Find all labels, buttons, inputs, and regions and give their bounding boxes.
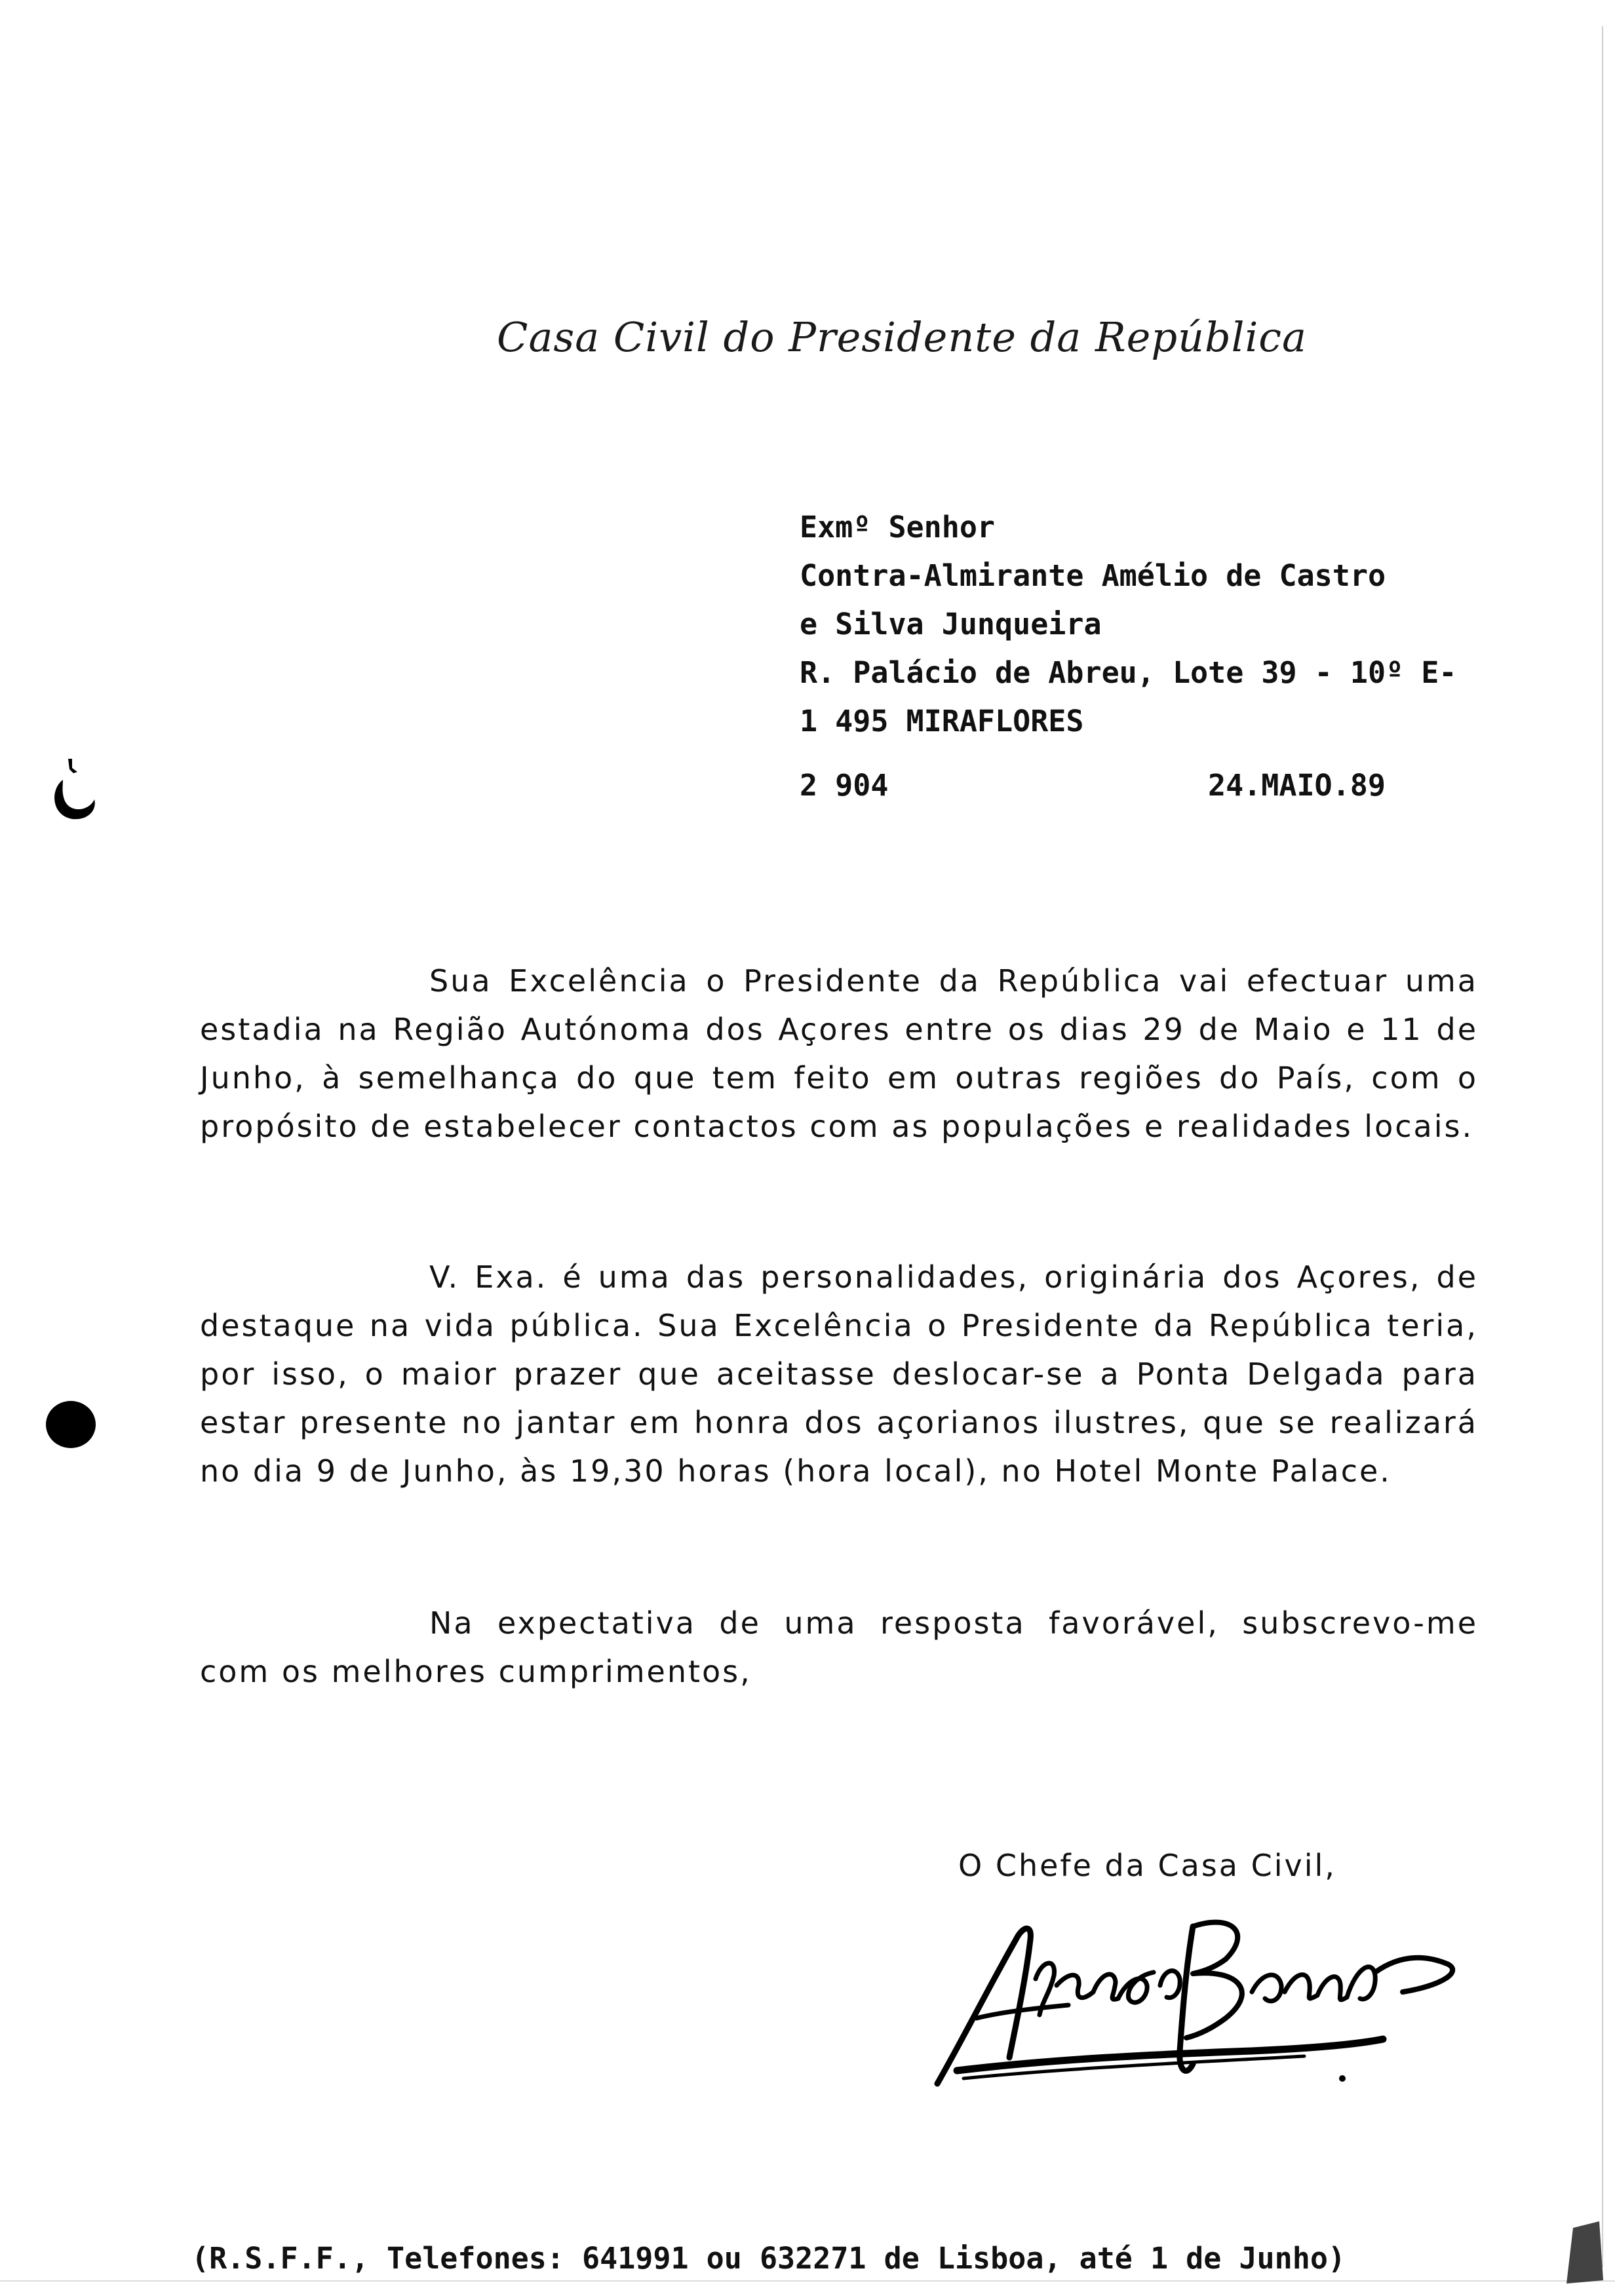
scan-speck	[1560, 2215, 1606, 2287]
letterhead-title: Casa Civil do Presidente da República	[497, 313, 1307, 361]
footer-contact-note: (R.S.F.F., Telefones: 641991 ou 632271 de Lisboa, até 1 de Junho)	[191, 2241, 1346, 2276]
closing-signoff: O Chefe da Casa Civil,	[958, 1848, 1336, 1883]
page-bottom-edge	[0, 2280, 1615, 2282]
reference-number: 2 904	[800, 768, 889, 803]
recipient-address-block	[800, 503, 1456, 746]
recipient-salutation: Exmº Senhor	[800, 510, 996, 545]
paragraph-closing-remark: Na expectativa de uma resposta favorável, subscrevo-me com os melhores cumprimentos,	[200, 1605, 1478, 1689]
punch-hole-top	[43, 754, 102, 826]
paragraph-visit: Sua Excelência o Presidente da República vai efectuar uma estadia na Região Autónoma dos Açores entre os dias 29 de Maio e 11 de Junho, à semelhança do que tem feito em outras regiões do País, com o propósito de estabelecer contactos com as populações e realidades locais.	[200, 963, 1478, 1144]
recipient-name-line1: Contra-Almirante Amélio de Castro	[800, 558, 1386, 593]
recipient-name-line2: e Silva Junqueira	[800, 607, 1102, 641]
paragraph-invitation: V. Exa. é uma das personalidades, originária dos Açores, de destaque na vida pública. Sua Excelência o Presidente da República teria, por isso, o maior prazer que aceitasse deslocar-se a Ponta Delgada para estar presente no jantar em honra dos açorianos ilustres, que se realizará no dia 9 de Junho, às 19,30 horas (hora local), no Hotel Monte Palace.	[200, 1259, 1478, 1489]
recipient-street: R. Palácio de Abreu, Lote 39 - 10º E-	[800, 655, 1457, 690]
reference-line	[800, 768, 1455, 803]
recipient-city: 1 495 MIRAFLORES	[800, 704, 1084, 738]
page-edge-line	[1602, 26, 1603, 2267]
reference-date: 24.MAIO.89	[1208, 768, 1386, 803]
punch-hole-middle	[46, 1401, 96, 1448]
handwritten-signature	[885, 1887, 1475, 2103]
